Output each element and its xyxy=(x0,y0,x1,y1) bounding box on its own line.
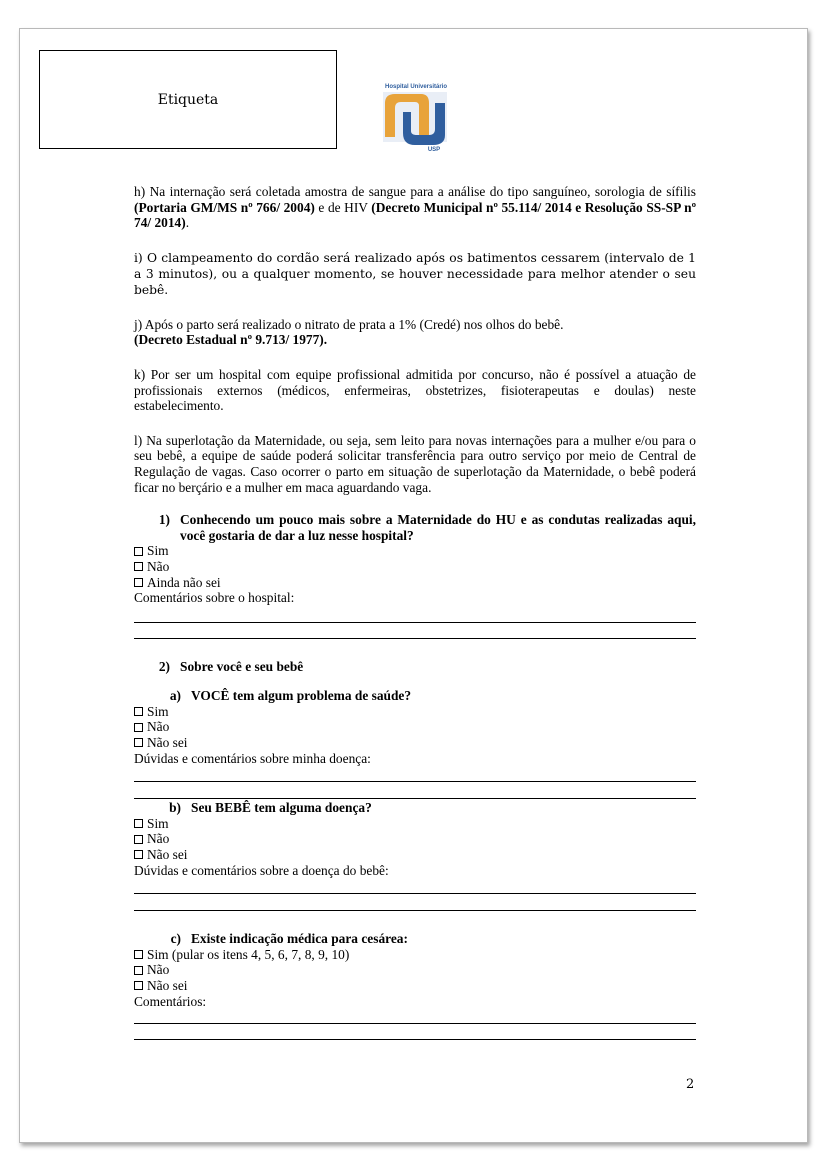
checkbox-icon[interactable] xyxy=(134,738,143,747)
paragraph-i: i) O clampeamento do cordão será realizado após os batimentos cessarem (intervalo de 1 a 3 minutos), ou a qualquer momento, se houver necessidade para melhor atender o seu bebê. xyxy=(134,250,696,297)
q2a-comment-line-1[interactable] xyxy=(134,781,696,782)
checkbox-icon[interactable] xyxy=(134,578,143,587)
page-number: 2 xyxy=(686,1077,695,1092)
checkbox-icon[interactable] xyxy=(134,850,143,859)
q2a-option-nao[interactable]: Não xyxy=(134,719,696,735)
q2c-comment-line-2[interactable] xyxy=(134,1039,696,1040)
checkbox-icon[interactable] xyxy=(134,981,143,990)
paragraph-h: h) Na internação será coletada amostra de sangue para a análise do tipo sanguíneo, sorologia de sífilis (Portaria GM/MS nº 766/ 2004) e de HIV (Decreto Municipal nº 55.114/ 2014 e Resolução SS-SP nº 74/ 2014). xyxy=(134,184,696,231)
q1-option-sim[interactable]: Sim xyxy=(134,543,696,559)
checkbox-icon[interactable] xyxy=(134,707,143,716)
q2b-comment-line-1[interactable] xyxy=(134,893,696,894)
q2c-comment-line-1[interactable] xyxy=(134,1023,696,1024)
q2a-comment-label: Dúvidas e comentários sobre minha doença: xyxy=(134,750,371,766)
q2a-comment-line-2[interactable] xyxy=(134,798,696,799)
paragraph-j: j) Após o parto será realizado o nitrato de prata a 1% (Credé) nos olhos do bebê. (Decreto Estadual nº 9.713/ 1977). xyxy=(134,316,564,348)
checkbox-icon[interactable] xyxy=(134,835,143,844)
paragraph-k: k) Por ser um hospital com equipe profissional admitida por concurso, não é possível a atuação de profissionais externos (médicos, enfermeiras, obstetrizes, fisioterapeutas e doulas) neste estabelecimento. xyxy=(134,366,696,414)
logo-title: Hospital Universitário xyxy=(384,84,448,90)
paragraph-l: l) Na superlotação da Maternidade, ou seja, sem leito para novas internações para a mulher e/ou para o seu bebê, a equipe de saúde poderá solicitar transferência para outro serviço por meio de Central de Regulação de vagas. Caso ocorrer o parto em situação de superlotação da Maternidade, o bebê poderá ficar no berçário e a mulher em maca aguardando vaga. xyxy=(134,432,696,495)
q1-option-nao[interactable]: Não xyxy=(134,559,696,575)
q2a-option-nao-sei[interactable]: Não sei xyxy=(134,735,696,751)
question-1: 1) Conhecendo um pouco mais sobre a Maternidade do HU e as condutas realizadas aqui, você gostaria de dar a luz nesse hospital? xyxy=(158,512,696,543)
q2c-option-nao[interactable]: Não xyxy=(134,962,696,978)
question-2c: c) Existe indicação médica para cesárea: xyxy=(170,931,408,947)
logo-usp: USP xyxy=(427,147,441,153)
q2c-option-sim[interactable]: Sim (pular os itens 4, 5, 6, 7, 8, 9, 10) xyxy=(134,947,696,963)
q2b-comment-line-2[interactable] xyxy=(134,910,696,911)
label-box-text: Etiqueta xyxy=(157,91,219,108)
label-box xyxy=(39,50,337,149)
q1-comment-label: Comentários sobre o hospital: xyxy=(134,590,295,606)
checkbox-icon[interactable] xyxy=(134,723,143,732)
question-2: 2) Sobre você e seu bebê xyxy=(158,658,304,674)
question-2b: b) Seu BEBÊ tem alguma doença? xyxy=(169,800,372,816)
checkbox-icon[interactable] xyxy=(134,562,143,571)
document-page xyxy=(19,28,808,1143)
checkbox-icon[interactable] xyxy=(134,950,143,959)
q1-option-ainda-nao-sei[interactable]: Ainda não sei xyxy=(134,575,696,591)
document-body xyxy=(134,184,696,1040)
checkbox-icon[interactable] xyxy=(134,966,143,975)
q1-comment-line-1[interactable] xyxy=(134,622,696,623)
checkbox-icon[interactable] xyxy=(134,547,143,556)
q2b-option-sim[interactable]: Sim xyxy=(134,816,696,832)
q2b-option-nao-sei[interactable]: Não sei xyxy=(134,847,696,863)
question-2a: a) VOCÊ tem algum problema de saúde? xyxy=(169,688,412,704)
checkbox-icon[interactable] xyxy=(134,819,143,828)
q2c-option-nao-sei[interactable]: Não sei xyxy=(134,978,696,994)
q2c-comment-label: Comentários: xyxy=(134,993,207,1009)
q2a-option-sim[interactable]: Sim xyxy=(134,704,696,720)
q1-comment-line-2[interactable] xyxy=(134,638,696,639)
hospital-logo xyxy=(381,81,451,153)
q2b-option-nao[interactable]: Não xyxy=(134,831,696,847)
q2b-comment-label: Dúvidas e comentários sobre a doença do bebê: xyxy=(134,862,389,878)
